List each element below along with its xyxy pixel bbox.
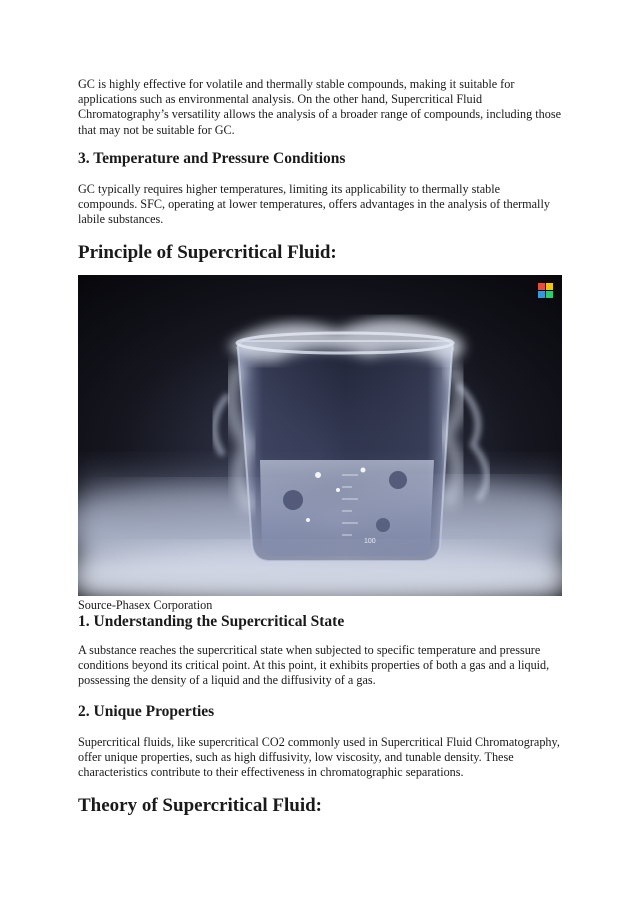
section3-heading: 3. Temperature and Pressure Conditions [78, 150, 346, 167]
principle-heading: Principle of Supercritical Fluid: [78, 242, 337, 263]
figure-caption: Source-Phasex Corporation [78, 598, 213, 612]
sub2-heading: 2. Unique Properties [78, 703, 215, 720]
sub1-heading: 1. Understanding the Supercritical State [78, 613, 345, 630]
intro-paragraph: GC is highly effective for volatile and thermally stable compounds, making it suitable for applications such as environmental analysis. On the other hand, Supercritical Fluid Chromatography’s versatility allows the analysis of a broader range of compounds, including those that may not be suitable for GC. [78, 77, 561, 137]
sub2-paragraph: Supercritical fluids, like supercritical CO2 commonly used in Supercritical Fluid Chromatography, offer unique properties, such as high diffusivity, low viscosity, and tunable density. These characteristics contribute to their effectiveness in chromatographic separations. [78, 735, 560, 780]
beaker-volume-mark: 100 [364, 538, 376, 545]
sub1-paragraph: A substance reaches the supercritical state when subjected to specific temperature and pressure conditions beyond its critical point. At this point, it exhibits properties of both a gas and a liquid, possessing the density of a liquid and the diffusivity of a gas. [78, 643, 550, 688]
beaker-dry-ice-photo [78, 275, 562, 596]
theory-heading: Theory of Supercritical Fluid: [78, 795, 322, 816]
section3-paragraph: GC typically requires higher temperatures, limiting its applicability to thermally stable compounds. SFC, operating at lower temperatures, offers advantages in the analysis of thermally labile substances. [78, 182, 550, 227]
